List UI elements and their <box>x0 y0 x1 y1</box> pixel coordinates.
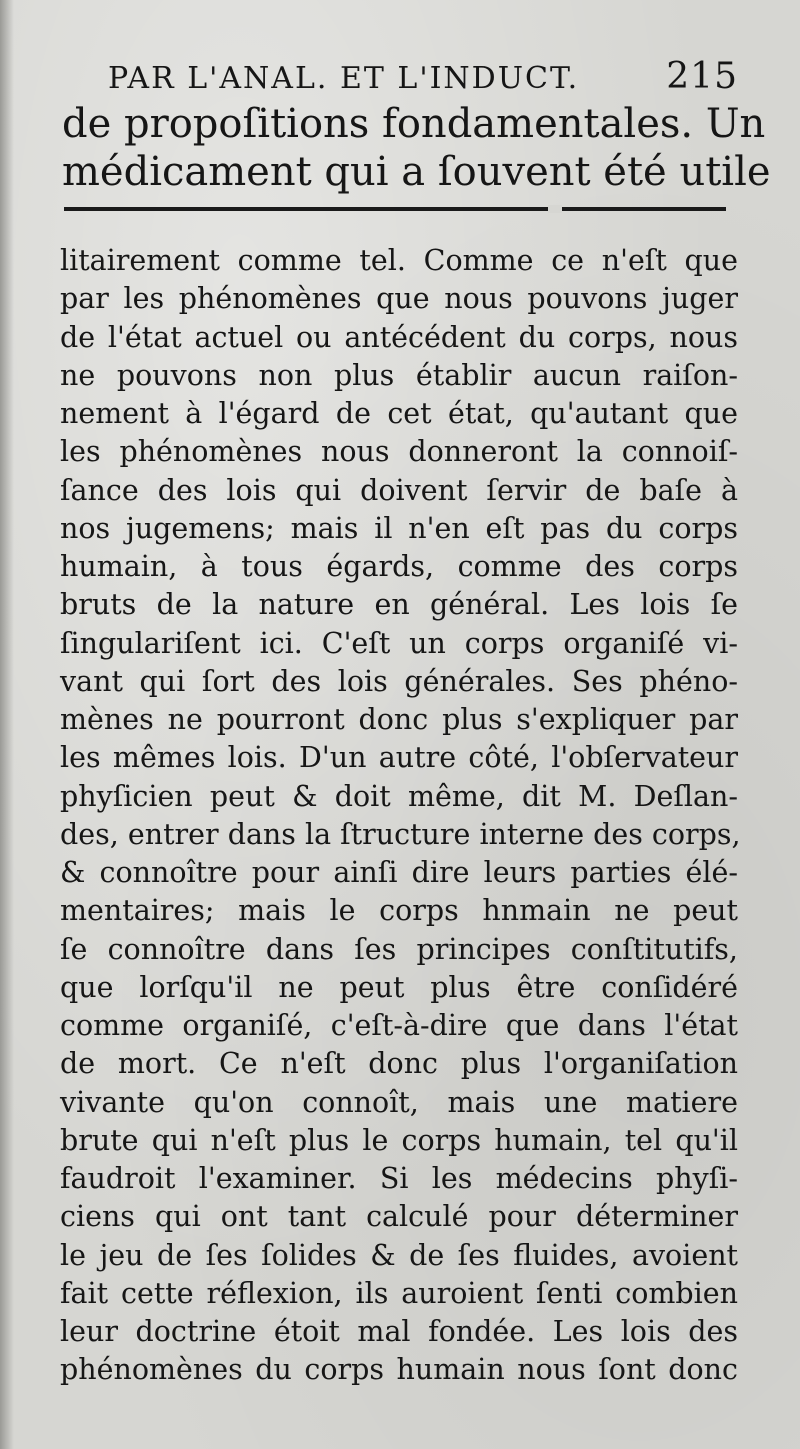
text-line: nos jugemens; mais il n'en eſt pas du corps <box>60 511 738 545</box>
text-line: bruts de la nature en général. Les lois ſe <box>60 588 738 622</box>
text-line: ciens qui ont tant calculé pour déterminer <box>60 1200 738 1234</box>
running-head-title: PAR L'ANAL. ET L'INDUCT. <box>108 61 580 96</box>
page-number: 215 <box>666 56 738 97</box>
text-line: par les phénomènes que nous pouvons juger <box>60 282 738 316</box>
text-line: vant qui ſort des lois générales. Ses phéno- <box>60 664 738 698</box>
text-line: mentaires; mais le corps hnmain ne peut <box>60 894 738 928</box>
text-line: faudroit l'examiner. Si les médecins phyſi- <box>60 1162 738 1195</box>
text-line: nement à l'égard de cet état, qu'autant que <box>60 397 738 430</box>
text-line: & connoître pour ainſi dire leurs parties élé- <box>60 856 738 889</box>
text-line: ſingulariſent ici. C'eſt un corps organiſé vi- <box>60 626 738 660</box>
text-line: des, entrer dans la ſtructure interne des corps, <box>60 817 741 851</box>
text-line: que lorſqu'il ne peut plus être conſidéré <box>60 970 738 1004</box>
text-line: les phénomènes nous donneront la connoiſ- <box>60 435 738 469</box>
paste-over-slip <box>62 100 771 196</box>
text-line: brute qui n'eſt plus le corps humain, tel qu'il <box>60 1123 738 1157</box>
text-line: humain, à tous égards, comme des corps <box>60 550 738 583</box>
slip-line: médicament qui a ſouvent été utile <box>62 149 771 195</box>
text-line: ſance des lois qui doivent ſervir de baſe à <box>60 473 738 507</box>
running-head <box>108 56 738 97</box>
body-text <box>60 242 741 1390</box>
text-line: mènes ne pourront donc plus s'expliquer par <box>60 703 738 736</box>
text-line: litairement comme tel. Comme ce n'eſt que <box>60 244 738 277</box>
text-line: leur doctrine étoit mal fondée. Les lois des <box>60 1315 738 1348</box>
slip-line: de propoſitions fondamentales. Un <box>62 101 766 147</box>
text-line: de mort. Ce n'eſt donc plus l'organiſation <box>60 1047 738 1081</box>
separator-rule <box>64 207 726 211</box>
text-line: les mêmes lois. D'un autre côté, l'obſervateur <box>60 741 738 775</box>
text-line: ſe connoître dans ſes principes conſtitutifs, <box>60 932 738 966</box>
text-line: comme organiſé, c'eſt-à-dire que dans l'état <box>60 1009 738 1042</box>
text-line: ne pouvons non plus établir aucun raiſon- <box>60 358 738 392</box>
text-line: phyſicien peut & doit même, dit M. Deſlan- <box>60 779 738 813</box>
text-line: phénomènes du corps humain nous ſont donc <box>60 1353 738 1387</box>
text-line: de l'état actuel ou antécédent du corps, nous <box>60 320 738 354</box>
text-line: vivante qu'on connoît, mais une matiere <box>60 1085 738 1119</box>
text-line: fait cette réflexion, ils auroient ſenti combien <box>60 1276 738 1310</box>
text-line: le jeu de ſes ſolides & de ſes fluides, avoient <box>60 1238 738 1272</box>
rule-break <box>548 205 562 213</box>
